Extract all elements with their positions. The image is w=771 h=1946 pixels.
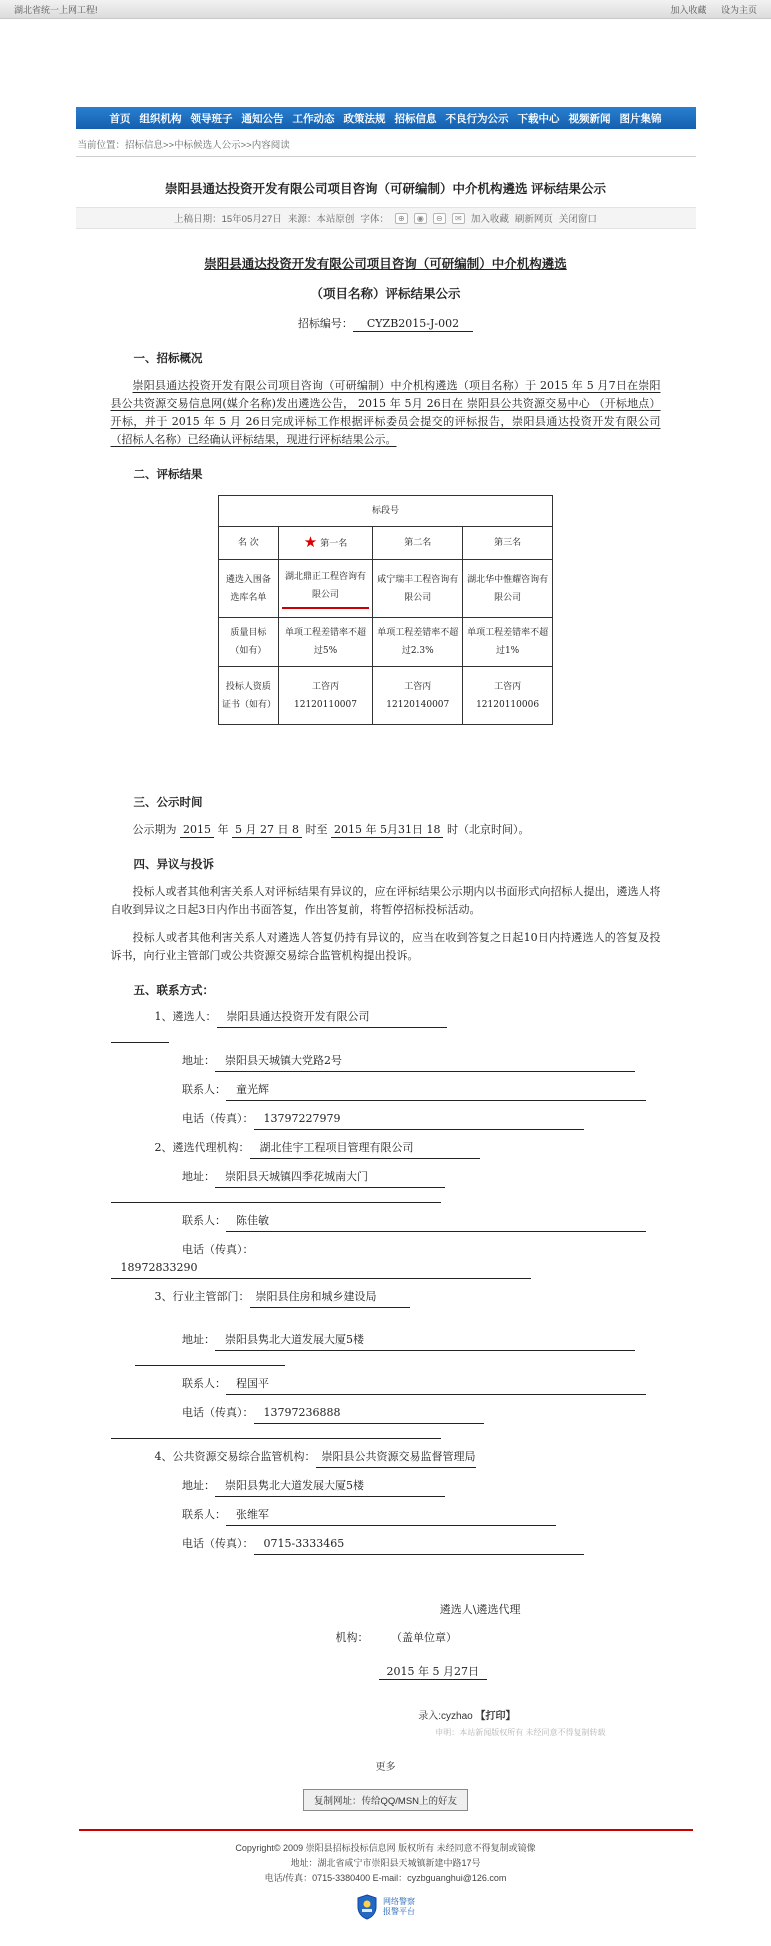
nav-item-downloads[interactable]: 下载中心 xyxy=(517,112,560,125)
quality-second-cell: 单项工程差错率不超过2.3% xyxy=(373,618,463,667)
nav-item-notices[interactable]: 通知公告 xyxy=(241,112,284,125)
entry-print-line xyxy=(76,1707,696,1722)
candidate-second-cell: 咸宁瑞丰工程咨询有限公司 xyxy=(373,560,463,618)
section4-heading: 四、异议与投诉 xyxy=(133,857,214,871)
quality-first-cell: 单项工程差错率不超过5% xyxy=(278,618,373,667)
blank-underline xyxy=(111,1202,441,1203)
table-row-section-header xyxy=(219,496,553,527)
add-favorite-link[interactable]: 加入收藏 xyxy=(670,4,707,15)
nav-item-photo-gallery[interactable]: 图片集锦 xyxy=(619,112,662,125)
font-zoom-out-icon[interactable]: ⊖ xyxy=(433,213,446,224)
contact2-address: 地址： 崇阳县天城镇四季花城南大门 xyxy=(111,1168,661,1188)
article-meta-bar xyxy=(76,207,696,229)
contact4-phone: 电话（传真）： 0715-3333465 xyxy=(111,1535,661,1555)
rank-label-cell: 名 次 xyxy=(219,527,279,560)
police-badge-label[interactable]: 网络警察 报警平台 xyxy=(383,1897,415,1916)
quality-row-label: 质量目标（如有） xyxy=(219,618,279,667)
police-badge-icon[interactable] xyxy=(356,1894,378,1920)
nav-item-organization[interactable]: 组织机构 xyxy=(139,112,182,125)
cert-first-cell: 工咨丙12120110007 xyxy=(278,667,373,725)
section1-heading: 一、招标概况 xyxy=(133,351,203,365)
table-row-quality xyxy=(219,618,553,667)
contact4-value: 崇阳县公共资源交易监督管理局 xyxy=(316,1448,476,1468)
font-size-label: 字体： xyxy=(360,214,389,225)
signature-org-line: 机构： （盖单位章） xyxy=(335,1631,457,1644)
star-icon: ★ xyxy=(303,533,318,551)
set-homepage-link[interactable]: 设为主页 xyxy=(720,4,757,15)
copy-url-button[interactable]: 复制网址：传给QQ/MSN上的好友 xyxy=(303,1789,468,1811)
rank-first-cell: ★ 第一名 xyxy=(278,527,373,560)
nav-item-policies[interactable]: 政策法规 xyxy=(343,112,386,125)
mail-icon[interactable]: ✉ xyxy=(452,213,465,224)
font-default-icon[interactable]: ◉ xyxy=(414,213,427,224)
cert-row-label: 投标人资质证书（如有） xyxy=(219,667,279,725)
contact4-address: 地址： 崇阳县隽北大道发展大厦5楼 xyxy=(111,1477,661,1497)
table-row-certificates xyxy=(219,667,553,725)
contact1-value: 崇阳县通达投资开发有限公司 xyxy=(217,1008,447,1028)
candidates-row-label: 遴选入围备选库名单 xyxy=(219,560,279,618)
contact3-address: 地址： 崇阳县隽北大道发展大厦5楼 xyxy=(111,1331,661,1351)
nav-item-home[interactable]: 首页 xyxy=(109,112,131,125)
source: 来源：本站原创 xyxy=(287,214,355,225)
section3-heading: 三、公示时间 xyxy=(133,795,203,809)
police-badge-row xyxy=(76,1894,696,1946)
doc-title-line2: （项目名称）评标结果公示 xyxy=(310,286,461,301)
candidate-first-cell: 湖北鼎正工程咨询有限公司 xyxy=(278,560,373,618)
contact1-line: 1、遴选人： 崇阳县通达投资开发有限公司 xyxy=(111,1008,661,1028)
copyright-notice-small: 申明：本站新闻版权所有 未经同意不得复制转载 xyxy=(435,1728,606,1737)
section2-heading: 二、评标结果 xyxy=(133,467,203,481)
contact1-address: 地址： 崇阳县天城镇大党路2号 xyxy=(111,1052,661,1072)
contact3-phone: 电话（传真）： 13797236888 xyxy=(111,1404,661,1424)
signature-date: 2015 年 5 月27日 xyxy=(111,1663,661,1681)
nav-item-bid-info[interactable]: 招标信息 xyxy=(394,112,437,125)
contact1-phone: 电话（传真）： 13797227979 xyxy=(111,1110,661,1130)
refresh-page-link[interactable]: 刷新网页 xyxy=(514,214,553,225)
footer-address: 地址：湖北省咸宁市崇阳县天城镇新建中路17号 xyxy=(290,1858,481,1868)
contact1-person: 联系人： 童光辉 xyxy=(111,1081,661,1101)
section-number-header: 标段号 xyxy=(219,496,553,527)
blank-underline xyxy=(111,1042,169,1043)
doc-title-line1: 崇阳县通达投资开发有限公司项目咨询（可研编制）中介机构遴选 xyxy=(204,256,567,271)
evaluation-result-table xyxy=(218,495,553,725)
contact2-phone: 电话（传真）：18972833290 xyxy=(111,1241,661,1279)
contact3-line: 3、行业主管部门： 崇阳县住房和城乡建设局 xyxy=(111,1288,661,1308)
bid-number-value: CYZB2015-J-002 xyxy=(353,317,473,332)
publicity-period-line: 公示期为 2015 年 5 月 27 日 8 时至 2015 年 5月31日 18 时（北京时间）。 xyxy=(132,823,530,836)
add-favorite-article-link[interactable]: 加入收藏 xyxy=(470,214,509,225)
blank-underline xyxy=(135,1365,285,1366)
footer-divider xyxy=(79,1829,693,1831)
print-button[interactable]: 【打印】 xyxy=(475,1711,516,1722)
contact2-value: 湖北佳宇工程项目管理有限公司 xyxy=(250,1139,480,1159)
document-body xyxy=(76,229,696,1681)
candidate-third-cell: 湖北华中惟耀咨询有限公司 xyxy=(463,560,553,618)
blank-underline xyxy=(111,1438,441,1439)
seal-placeholder: （盖单位章） xyxy=(396,1631,457,1644)
top-utility-bar xyxy=(0,0,771,19)
contact2-person: 联系人： 陈佳敏 xyxy=(111,1212,661,1232)
bid-number-label: 招标编号： xyxy=(297,317,353,330)
main-nav xyxy=(76,107,696,129)
rank-third-cell: 第三名 xyxy=(463,527,553,560)
contact3-value: 崇阳县住房和城乡建设局 xyxy=(250,1288,410,1308)
breadcrumb: 当前位置：招标信息>>中标候选人公示>>内容阅读 xyxy=(76,129,696,157)
footer xyxy=(76,1841,696,1886)
footer-copyright: Copyright© 2009 崇阳县招标投标信息网 版权所有 未经同意不得复制或镜像 xyxy=(235,1843,536,1853)
table-row-candidates xyxy=(219,560,553,618)
contact2-line: 2、遴选代理机构： 湖北佳宇工程项目管理有限公司 xyxy=(111,1139,661,1159)
cert-second-cell: 工咨丙12120140007 xyxy=(373,667,463,725)
quality-third-cell: 单项工程差错率不超过1% xyxy=(463,618,553,667)
nav-item-leadership[interactable]: 领导班子 xyxy=(190,112,233,125)
contact4-line: 4、公共资源交易综合监管机构： 崇阳县公共资源交易监督管理局 xyxy=(111,1448,661,1468)
signature-party-label: 遴选人\遴选代理 xyxy=(439,1603,521,1616)
section1-paragraph: 崇阳县通达投资开发有限公司项目咨询（可研编制）中介机构遴选（项目名称）于 2015 年 5 月7日在崇阳县公共资源交易信息网(媒介名称)发出遴选公告， 2015 年 5月 26日在 崇阳县公共资源交易中心 （开标地点）开标，并于 2015 年 5 月 26日完成评标工作根据评标委员会提交的评标报告，崇阳县通达投资开发有限公司 （招标人名称）已经确认评标结果，现进行评标结果公示。 xyxy=(110,379,661,446)
entry-author: 录入:cyzhao xyxy=(418,1711,473,1722)
table-row-ranks xyxy=(219,527,553,560)
nav-item-work-news[interactable]: 工作动态 xyxy=(292,112,335,125)
bid-number-line xyxy=(111,315,661,333)
font-zoom-in-icon[interactable]: ⊕ xyxy=(395,213,408,224)
cert-third-cell: 工咨丙12120110006 xyxy=(463,667,553,725)
footer-contact: 电话/传真：0715-3380400 E-mail：cyzbguanghui@126.com xyxy=(264,1873,507,1883)
section4-paragraph2: 投标人或者其他利害关系人对遴选人答复仍持有异议的，应当在收到答复之日起10日内持遴选人的答复及投诉书，向行业主管部门或公共资源交易综合监管机构提出投诉。 xyxy=(110,931,661,962)
nav-item-video-news[interactable]: 视频新闻 xyxy=(568,112,611,125)
rank-second-cell: 第二名 xyxy=(373,527,463,560)
page-title: 崇阳县通达投资开发有限公司项目咨询（可研编制）中介机构遴选 评标结果公示 xyxy=(165,182,606,196)
more-link[interactable]: 更多 xyxy=(375,1762,396,1773)
nav-item-bad-behavior[interactable]: 不良行为公示 xyxy=(445,112,509,125)
section5-heading: 五、联系方式： xyxy=(133,983,214,997)
site-slogan: 湖北省统一上网工程! xyxy=(14,4,98,15)
section4-paragraph1: 投标人或者其他利害关系人对评标结果有异议的，应在评标结果公示期内以书面形式向招标人提出，遴选人将自收到异议之日起3日内作出书面答复，作出答复前，将暂停招标投标活动。 xyxy=(110,885,661,916)
close-window-link[interactable]: 关闭窗口 xyxy=(558,214,597,225)
contact3-person: 联系人： 程国平 xyxy=(111,1375,661,1395)
publish-date: 上稿日期：15年05月27日 xyxy=(174,214,282,225)
contact4-person: 联系人： 张维军 xyxy=(111,1506,661,1526)
